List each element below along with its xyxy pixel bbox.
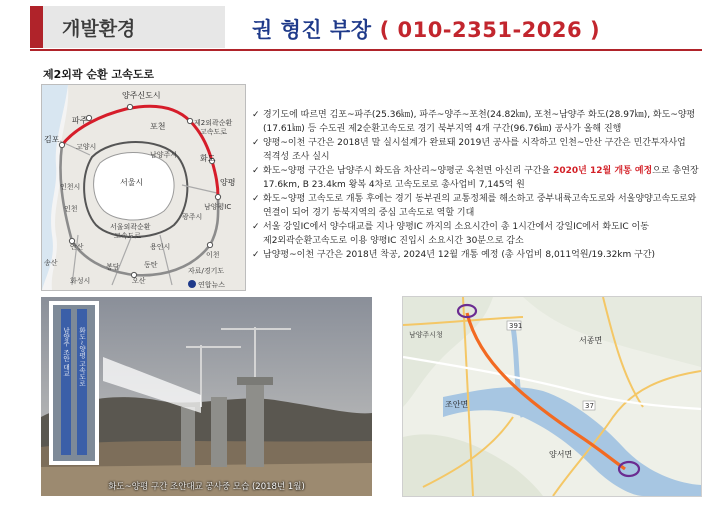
route-map-graphic xyxy=(403,297,701,496)
map1-label-hwado: 화도 xyxy=(200,154,216,163)
sign-text-left: 남양주 조안 대교 xyxy=(62,327,70,377)
check-icon: ✓ xyxy=(252,193,260,204)
check-icon: ✓ xyxy=(252,249,260,260)
contact-name: 권 형진 부장 xyxy=(252,18,372,42)
map1-label-incheon: 인천 xyxy=(64,205,78,213)
map1-label-yangju-new: 양주신도시 xyxy=(122,91,161,100)
map1-label-paju: 파주 xyxy=(72,116,88,125)
header-accent-bar xyxy=(30,6,43,48)
map1-label-osan: 오산 xyxy=(132,277,146,285)
map1-label-goyang: 고양시 xyxy=(76,143,97,151)
opening-date-highlight: 2020년 12월 개통 예정 xyxy=(553,165,653,176)
sign-text-right: 화도~양평 고속도로 xyxy=(78,327,86,387)
map2-label-seojong: 서종면 xyxy=(579,336,603,345)
bullet-item: ✓ 화도~양평 고속도로 개통 후에는 경기 동부권의 교통정체를 해소하고 중부내륙고속도로와 서울양양고속도로와 연결이 되어 경기 동북지역의 중심 고속도로 역할 기대 xyxy=(252,193,697,218)
section-title: 제2외곽 순환 고속도로 xyxy=(43,68,154,81)
news-agency-logo-icon xyxy=(188,280,196,288)
map1-label-seoul-ring: 서울외곽순환 고속도로 xyxy=(110,223,151,240)
map1-label-namyangju: 남양주시 xyxy=(150,151,178,159)
project-bullet-list xyxy=(252,109,707,263)
page-title: 개발환경 xyxy=(62,18,136,40)
map1-label-incheon-city: 인천시 xyxy=(60,183,81,191)
map2-label-yangseo: 양서면 xyxy=(549,450,573,459)
map2-road-391: 391 xyxy=(509,322,523,330)
check-icon: ✓ xyxy=(252,165,260,176)
map1-label-bongdam: 봉담 xyxy=(106,263,120,271)
check-icon: ✓ xyxy=(252,221,260,232)
contact-info xyxy=(252,14,600,44)
check-icon: ✓ xyxy=(252,110,260,120)
bullet-item: ✓ 경기도에 따르면 김포~파주(25.36㎞), 파주~양주~포천(24.82㎞), 포천~남양주 화도(28.97㎞), 화도~양평(17.61㎞) 등 수도권 제2순환고속도로 경기 북부지역 4개 구간(96.76㎞) 공사가 올해 진행 xyxy=(252,110,696,134)
bullet-item: ✓ 서울 강일IC에서 양수대교를 지나 양평IC 까지의 소요시간이 총 1시간에서 강일IC에서 화도IC 이동 제2외곽순환고속도로 이용 양평IC 진입시 소요시간 30분으로 감소 xyxy=(252,221,649,246)
map2-label-top-left: 남양주시청 xyxy=(409,331,443,339)
hwado-yangpyeong-route-map xyxy=(402,296,702,497)
map1-label-namyangju-ic: 남양평IC xyxy=(204,203,232,211)
map1-label-yongin: 용인시 xyxy=(150,243,171,251)
contact-phone: ( 010-2351-2026 ) xyxy=(379,18,601,42)
photo-caption: 화도~양평 구간 조안대교 공사중 모습 (2018년 1월) xyxy=(108,482,305,492)
map1-label-pocheon: 포천 xyxy=(150,122,166,131)
map1-label-dongtan: 동탄 xyxy=(144,261,158,269)
map2-label-joan: 조안면 xyxy=(445,400,469,409)
map1-label-icheon: 이천 xyxy=(206,251,220,259)
map1-label-ansan: 안산 xyxy=(70,243,84,251)
map1-label-source: 자료/경기도 xyxy=(188,267,225,275)
map1-label-seoul: 서울시 xyxy=(120,178,144,187)
ring-expressway-map-graphic xyxy=(42,85,245,290)
construction-photo-graphic xyxy=(41,297,372,496)
map1-label-gimpo: 김포 xyxy=(44,135,60,144)
ring-expressway-map xyxy=(41,84,246,291)
map1-label-second-ring: 제2외곽순환 고속도로 xyxy=(194,119,233,136)
map1-label-gwangju: 광주시 xyxy=(182,213,203,221)
bullet-item: ✓ 화도~양평 구간은 남양주시 화도읍 차산리~양평군 옥천면 아신리 구간을 2020년 12월 개통 예정으로 총연장 17.6km, B 23.4km 왕복 4차로 고속도로로 총사업비 7,145억 원 xyxy=(252,165,699,190)
map1-label-songsan: 송산 xyxy=(44,259,58,267)
header-divider xyxy=(30,49,702,51)
bullet-item: ✓ 양평~이천 구간은 2018년 말 실시설계가 완료돼 2019년 공사를 시작하고 인천~안산 구간은 민간투자사업 적격성 조사 실시 xyxy=(252,137,686,162)
check-icon: ✓ xyxy=(252,137,260,148)
map1-label-agency: 연합뉴스 xyxy=(198,281,226,289)
construction-photo xyxy=(41,297,372,496)
map1-label-hwaseong: 화성시 xyxy=(70,277,91,285)
bullet-item: ✓ 남양평~이천 구간은 2018년 착공, 2024년 12월 개통 예정 (총 사업비 8,011억원/19.32km 구간) xyxy=(252,249,707,263)
map2-road-37: 37 xyxy=(585,402,594,410)
map1-label-yangpyeong: 양평 xyxy=(220,178,236,187)
